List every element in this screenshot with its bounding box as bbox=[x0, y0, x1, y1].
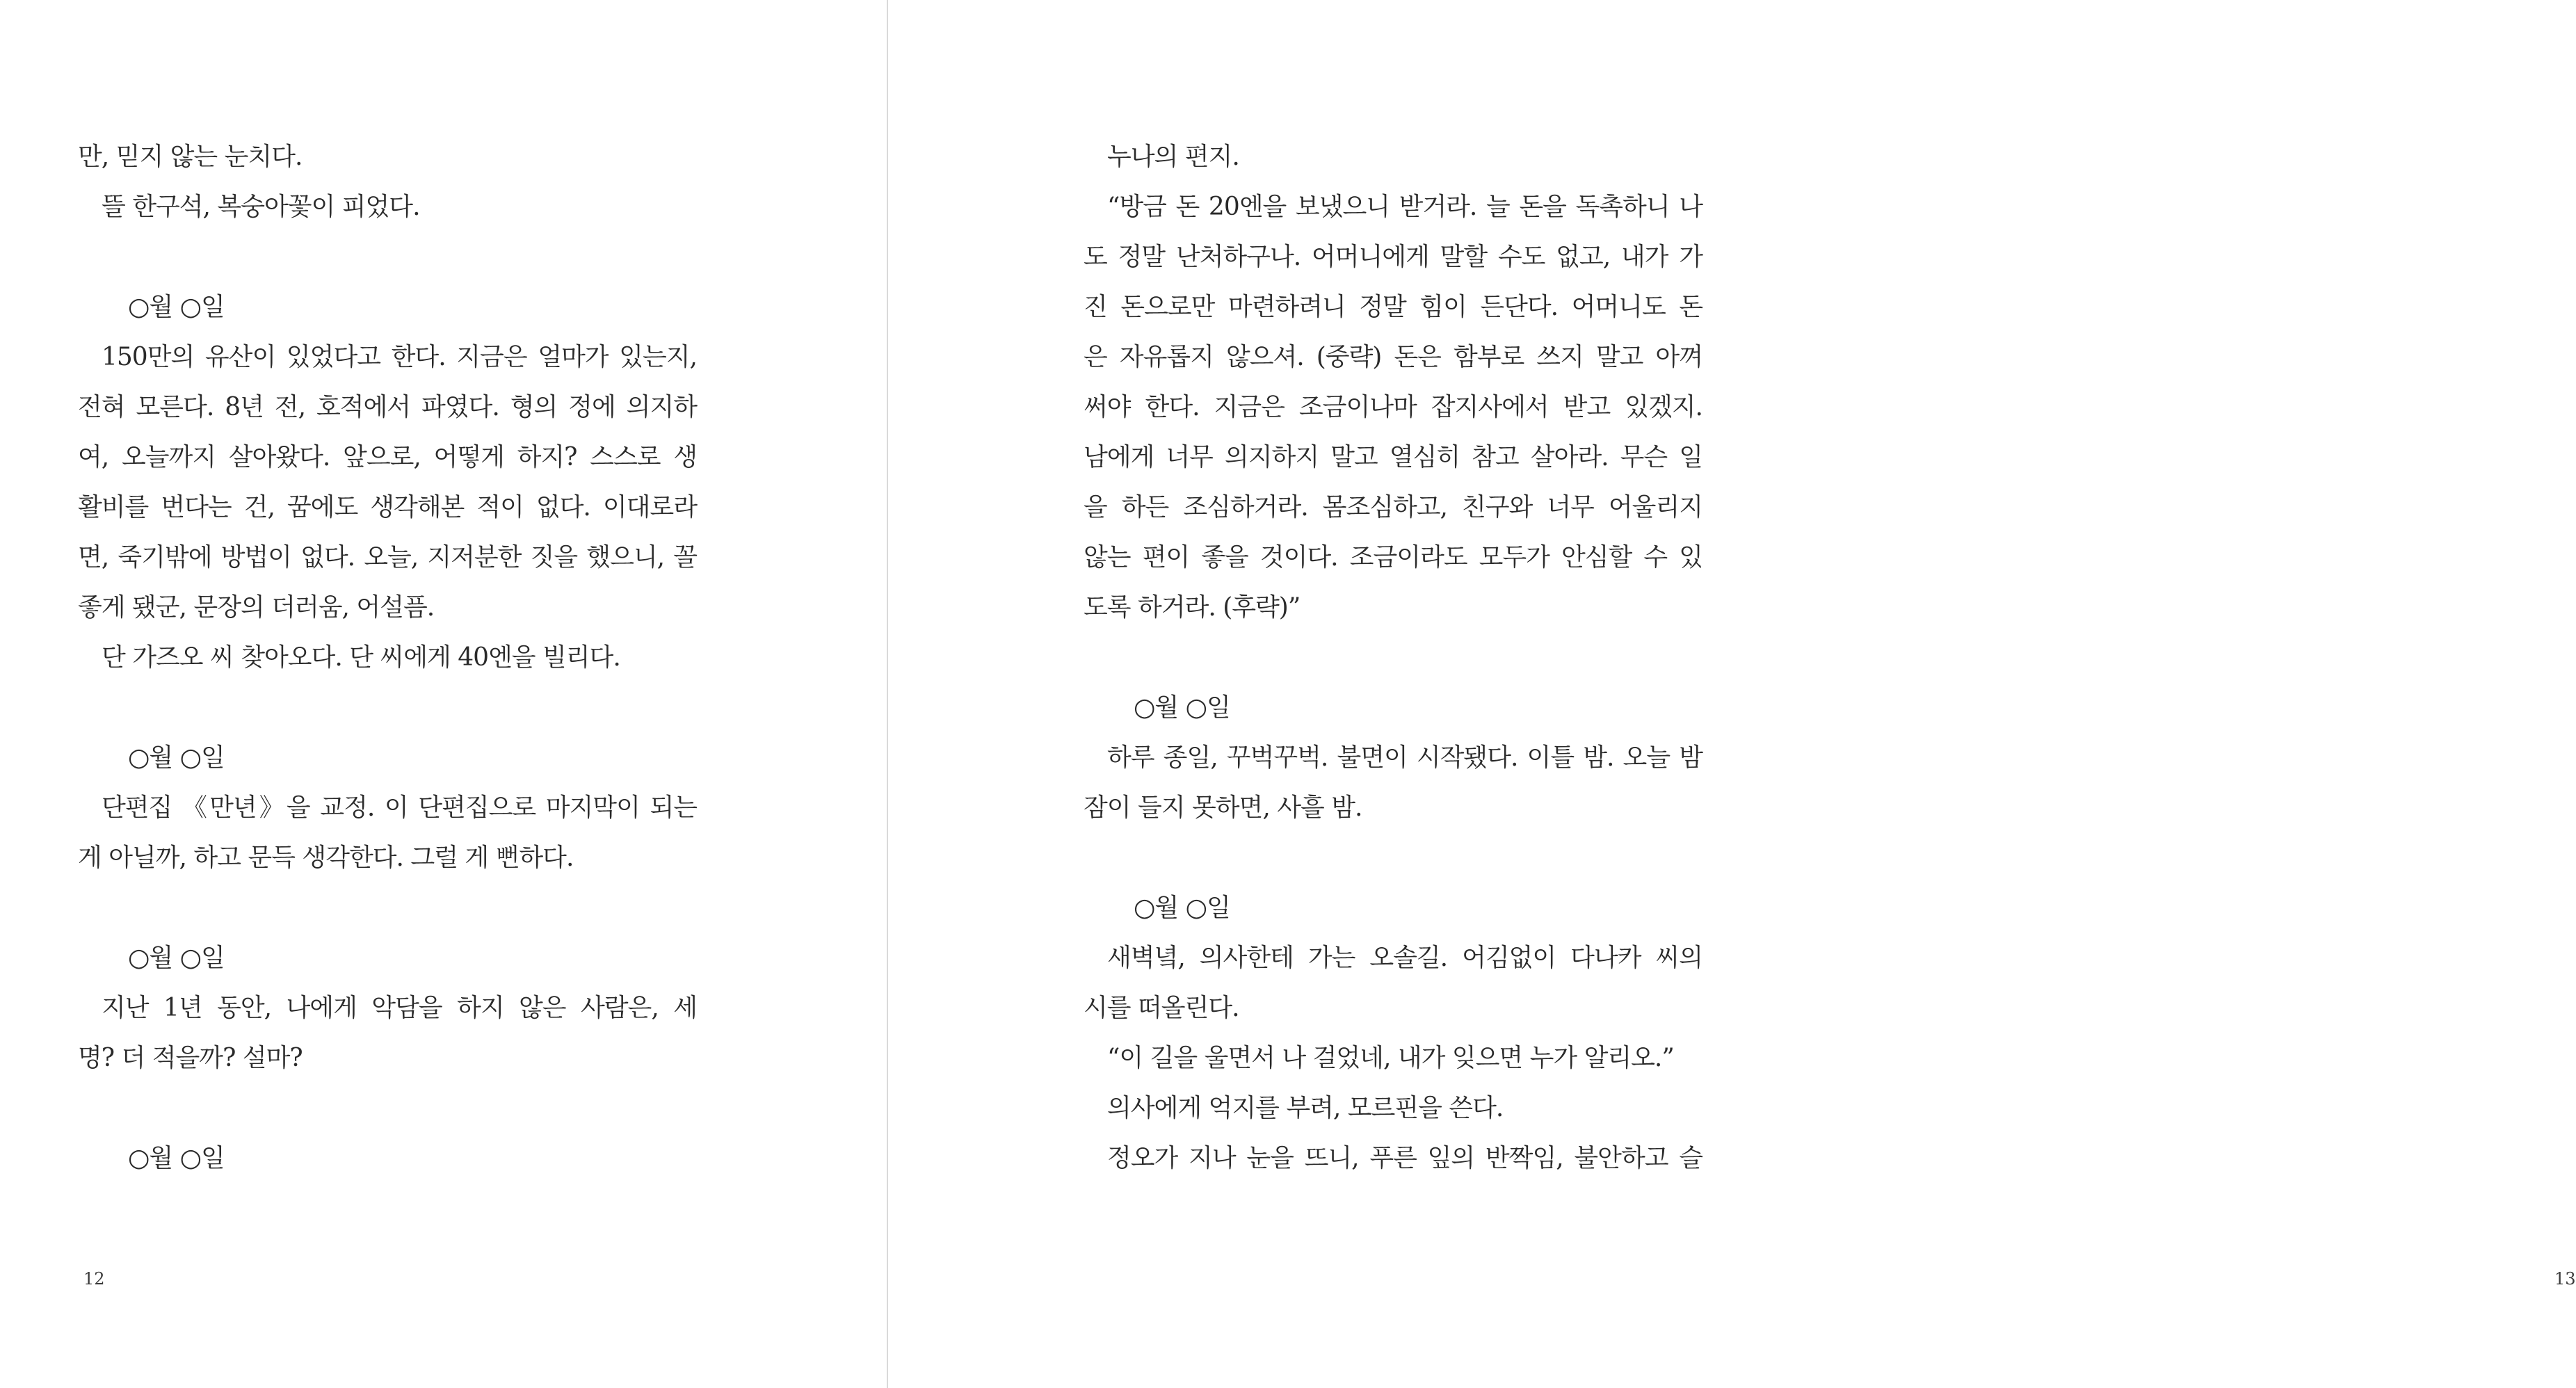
blank-line bbox=[78, 1083, 697, 1133]
left-page-number: 12 bbox=[83, 1269, 105, 1289]
diary-date-heading: ○월 ○일 bbox=[1134, 894, 1230, 922]
text-line: 만, 믿지 않는 눈치다. bbox=[78, 143, 303, 171]
text-line: 활비를 번다는 건, 꿈에도 생각해본 적이 없다. 이대로라 bbox=[78, 493, 697, 522]
right-page-body bbox=[1084, 132, 1702, 1184]
blank-line bbox=[78, 683, 697, 733]
text-line: 써야 한다. 지금은 조금이나마 잡지사에서 받고 있겠지. bbox=[1084, 393, 1702, 421]
text-line: 시를 떠올린다. bbox=[1084, 994, 1239, 1022]
text-line: “방금 돈 20엔을 보냈으니 받거라. 늘 돈을 독촉하니 나 bbox=[1107, 193, 1702, 221]
text-line: 도 정말 난처하구나. 어머니에게 말할 수도 없고, 내가 가 bbox=[1084, 243, 1702, 271]
left-page-body bbox=[78, 132, 697, 1184]
text-line: 도록 하거라. (후략)” bbox=[1084, 593, 1301, 622]
text-line: 면, 죽기밖에 방법이 없다. 오늘, 지저분한 짓을 했으니, 꼴 bbox=[78, 543, 697, 572]
text-line: 잠이 들지 못하면, 사흘 밤. bbox=[1084, 793, 1362, 822]
text-line: 뜰 한구석, 복숭아꽃이 피었다. bbox=[102, 193, 420, 221]
blank-line bbox=[1084, 833, 1702, 883]
blank-line bbox=[78, 232, 697, 282]
text-line: 단편집 《만년》을 교정. 이 단편집으로 마지막이 되는 bbox=[102, 793, 697, 822]
left-page bbox=[0, 0, 887, 1388]
text-line: 지난 1년 동안, 나에게 악담을 하지 않은 사람은, 세 bbox=[102, 994, 697, 1022]
text-line: 단 가즈오 씨 찾아오다. 단 씨에게 40엔을 빌리다. bbox=[102, 643, 620, 672]
text-line: 여, 오늘까지 살아왔다. 앞으로, 어떻게 하지? 스스로 생 bbox=[78, 443, 697, 471]
text-line: 150만의 유산이 있었다고 한다. 지금은 얼마가 있는지, bbox=[102, 343, 697, 371]
text-line: 명? 더 적을까? 설마? bbox=[78, 1044, 303, 1072]
diary-date-heading: ○월 ○일 bbox=[128, 743, 225, 772]
text-line: 하루 종일, 꾸벅꾸벅. 불면이 시작됐다. 이틀 밤. 오늘 밤 bbox=[1107, 743, 1702, 772]
text-line: 않는 편이 좋을 것이다. 조금이라도 모두가 안심할 수 있 bbox=[1084, 543, 1702, 572]
text-line: 은 자유롭지 않으셔. (중략) 돈은 함부로 쓰지 말고 아껴 bbox=[1084, 343, 1702, 371]
text-line: 의사에게 억지를 부려, 모르핀을 쓴다. bbox=[1107, 1094, 1504, 1122]
text-line: “이 길을 울면서 나 걸었네, 내가 잊으면 누가 알리오.” bbox=[1107, 1044, 1674, 1072]
text-line: 남에게 너무 의지하지 말고 열심히 참고 살아라. 무슨 일 bbox=[1084, 443, 1702, 471]
diary-date-heading: ○월 ○일 bbox=[128, 293, 225, 321]
text-line: 전혀 모른다. 8년 전, 호적에서 파였다. 형의 정에 의지하 bbox=[78, 393, 697, 421]
text-line: 게 아닐까, 하고 문득 생각한다. 그럴 게 뻔하다. bbox=[78, 844, 574, 872]
diary-date-heading: ○월 ○일 bbox=[1134, 693, 1230, 722]
right-page-number: 13 bbox=[2554, 1269, 2576, 1289]
text-line: 을 하든 조심하거라. 몸조심하고, 친구와 너무 어울리지 bbox=[1084, 493, 1702, 522]
text-line: 좋게 됐군, 문장의 더러움, 어설픔. bbox=[78, 593, 435, 622]
text-line: 새벽녘, 의사한테 가는 오솔길. 어김없이 다나카 씨의 bbox=[1107, 944, 1702, 972]
text-line: 누나의 편지. bbox=[1107, 143, 1239, 171]
text-line: 진 돈으로만 마련하려니 정말 힘이 든단다. 어머니도 돈 bbox=[1084, 293, 1702, 321]
right-page bbox=[887, 0, 2576, 1388]
text-line: 정오가 지나 눈을 뜨니, 푸른 잎의 반짝임, 불안하고 슬 bbox=[1107, 1144, 1702, 1172]
blank-line bbox=[78, 883, 697, 933]
diary-date-heading: ○월 ○일 bbox=[128, 1144, 225, 1172]
diary-date-heading: ○월 ○일 bbox=[128, 944, 225, 972]
blank-line bbox=[1084, 633, 1702, 683]
